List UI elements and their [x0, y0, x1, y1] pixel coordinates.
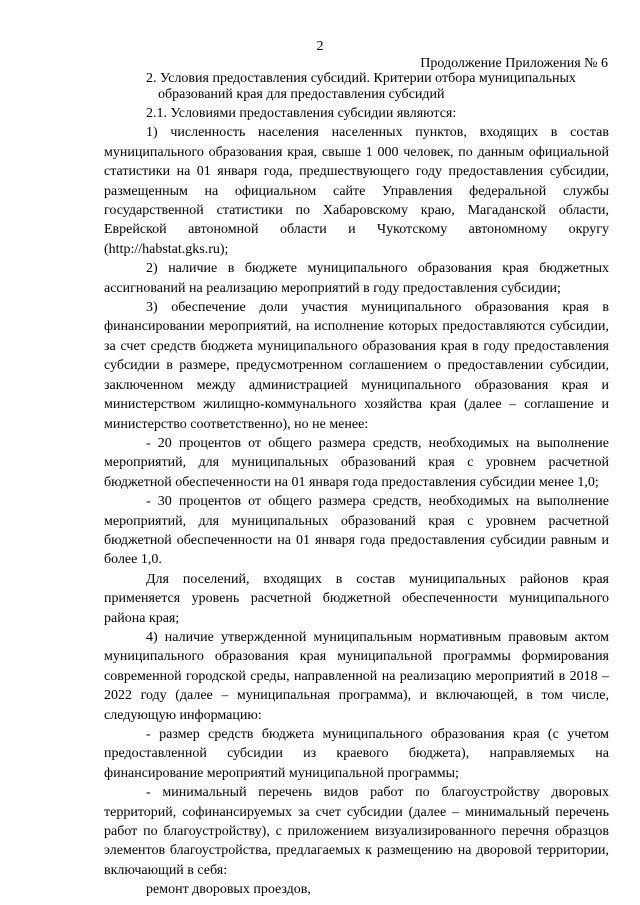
paragraph-condition-4: 4) наличие утвержденной муниципальным нормативным правовым актом муниципального образования края муниципальной программы формирования современной городской среды, направленной на реализацию мероприятий в 2018 – 2022 году (далее – муниципальная программа), и включающей, в том числе, следующую информацию: — [104, 629, 609, 723]
paragraph-condition-1: 1) численность населения населенных пунктов, входящих в состав муниципального образования края, свыше 1 000 человек, по данным официальной статистики на 01 января года, предшествующего году предоставления субсидии, размещенным на официальном сайте Управления федеральной службы государственной статистики по Хабаровскому краю, Магаданской области, Еврейской автономной области и Чукотскому автономному округу (http://habstat.gks.ru); — [104, 125, 609, 257]
paragraph-yard-driveways: ремонт дворовых проездов, — [146, 882, 311, 898]
section-title-line-2: образований края для предоставления субсидий — [158, 87, 445, 102]
paragraph-bullet-30-percent: - 30 процентов от общего размера средств, необходимых на выполнение мероприятий, для муниципальных образований края с уровнем расчетной бюджетной обеспеченности на 01 января года предоставления субсидии равным и более 1,0. — [104, 494, 609, 568]
appendix-label: Продолжение Приложения № 6 — [420, 56, 608, 71]
paragraph-settlements-note: Для поселений, входящих в состав муниципальных районов края применяется уровень расчетной бюджетной обеспеченности муниципального района края; — [104, 571, 609, 626]
document-body — [104, 104, 609, 900]
section-title-line-1: 2. Условия предоставления субсидий. Критерии отбора муниципальных — [146, 71, 576, 86]
section-title — [146, 71, 616, 103]
paragraph-bullet-minimal-list: - минимальный перечень видов работ по благоустройству дворовых территорий, софинансируемых за счет субсидии (далее – минимальный перечень работ по благоустройству), с приложением визуализированного перечня образцов элементов благоустройства, предлагаемых к размещению на дворовой территории, включающий в себя: — [104, 785, 609, 878]
paragraph-bullet-20-percent: - 20 процентов от общего размера средств, необходимых на выполнение мероприятий, для муниципальных образований края с уровнем расчетной бюджетной обеспеченности на 01 января года предоставления субсидии менее 1,0; — [104, 435, 609, 490]
paragraph-bullet-budget-size: - размер средств бюджета муниципального образования края (с учетом предоставленной субсидии из краевого бюджета), направляемых на финансирование мероприятий муниципальной программы; — [104, 727, 609, 781]
paragraph-2-1-intro: 2.1. Условиями предоставления субсидии являются: — [146, 106, 457, 121]
paragraph-condition-2: 2) наличие в бюджете муниципального образования края бюджетных ассигнований на реализацию мероприятий в году предоставления субсидии; — [104, 261, 609, 296]
page-number: 2 — [316, 39, 324, 54]
paragraph-condition-3: 3) обеспечение доли участия муниципального образования края в финансировании мероприятий, на исполнение которых предоставляются субсидии, за счет средств бюджета муниципального образования края в году предоставления субсидии в размере, предусмотренном соглашением о предоставлении субсидии, заключенном между администрацией муниципального образования края и министерством жилищно-коммунального хозяйства края (далее – соглашение и министерство соответственно), но не менее: — [104, 300, 609, 432]
